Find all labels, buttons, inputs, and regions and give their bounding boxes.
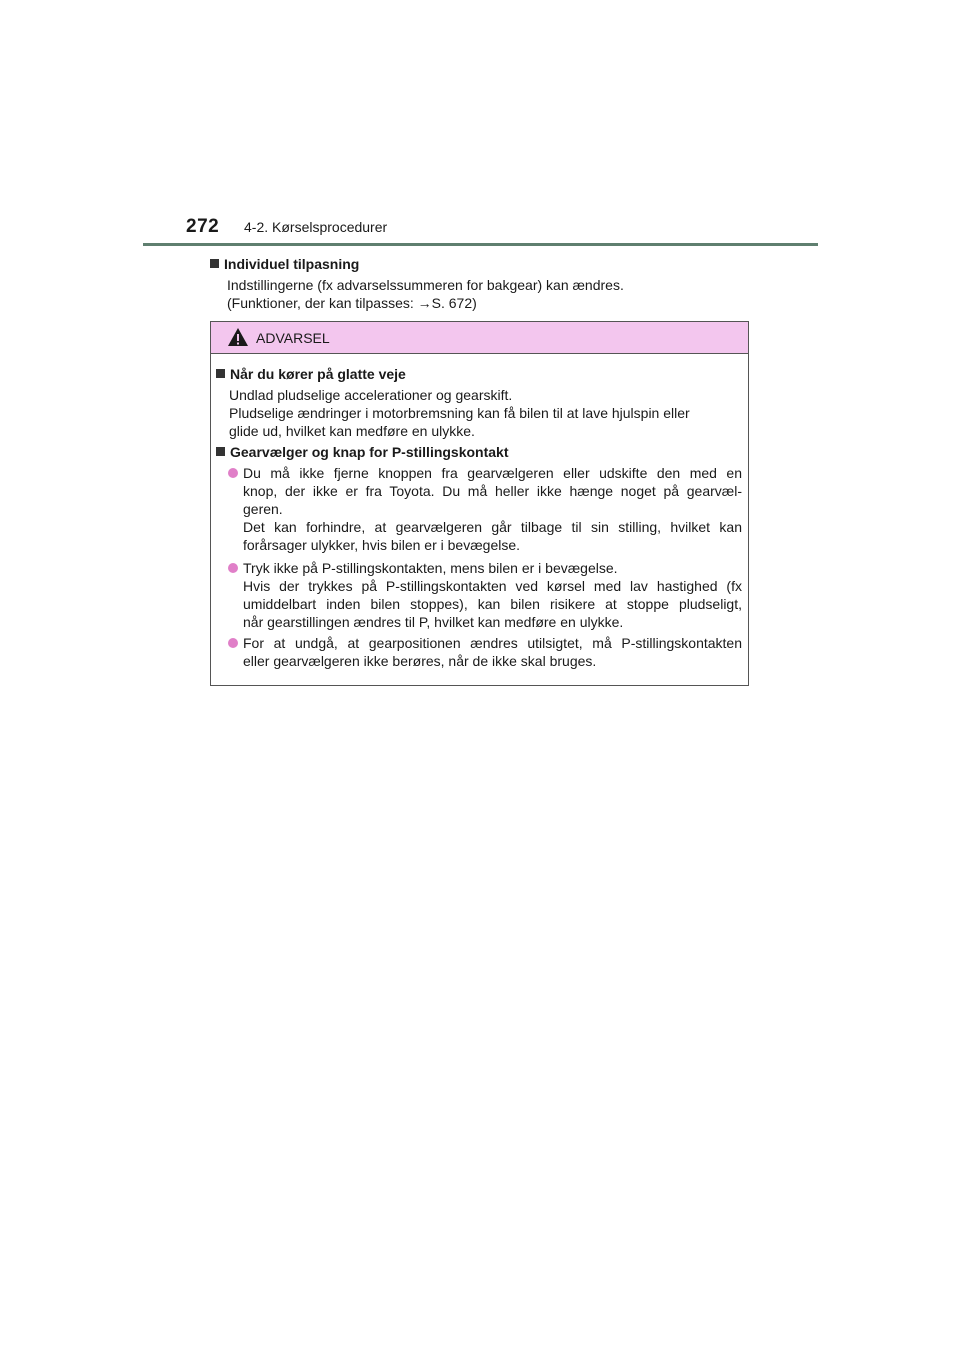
warning-section-heading: Gearvælger og knap for P-stillingskontakt [216, 444, 509, 460]
warning-line: Du må ikke fjerne knoppen fra gearvælgeren eller udskifte den med en [243, 465, 742, 481]
intro-line: Indstillingerne (fx advarselssummeren for bakgear) kan ændres. [227, 277, 624, 293]
square-bullet-icon [216, 447, 225, 456]
page-header [186, 216, 387, 238]
intro-heading: Individuel tilpasning [210, 256, 359, 272]
warning-line: umiddelbart inden bilen stoppes), kan bilen risikere at stoppe pludseligt, [243, 596, 742, 612]
header-rule [143, 243, 818, 246]
warning-label: ADVARSEL [256, 330, 330, 346]
bullet-dot-icon [228, 468, 238, 478]
warning-line: Undlad pludselige accelerationer og gearskift. [229, 387, 513, 403]
warning-line: eller gearvælgeren ikke berøres, når de ikke skal bruges. [243, 653, 597, 669]
bullet-dot-icon [228, 563, 238, 573]
warning-section-heading: Når du kører på glatte veje [216, 366, 406, 382]
warning-line: geren. [243, 501, 283, 517]
warning-line: Hvis der trykkes på P-stillingskontakten ved kørsel med lav hastighed (fx [243, 578, 742, 594]
intro-line: (Funktioner, der kan tilpasses: →S. 672) [227, 295, 477, 311]
square-bullet-icon [216, 369, 225, 378]
warning-header [211, 322, 748, 354]
warning-line: For at undgå, at gearpositionen ændres utilsigtet, må P-stillingskontakten [243, 635, 742, 651]
warning-line: Det kan forhindre, at gearvælgeren går tilbage til sin stilling, hvilket kan [243, 519, 742, 535]
warning-line: når gearstillingen ændres til P, hvilket kan medføre en ulykke. [243, 614, 624, 630]
warning-triangle-icon [227, 327, 249, 347]
square-bullet-icon [210, 259, 219, 268]
warning-line: forårsager ulykker, hvis bilen er i bevægelse. [243, 537, 521, 553]
warning-line: knop, der ikke er fra Toyota. Du må heller ikke hænge noget på gearvæl- [243, 483, 742, 499]
page-number: 272 [186, 216, 220, 237]
bullet-dot-icon [228, 638, 238, 648]
warning-line: glide ud, hvilket kan medføre en ulykke. [229, 423, 475, 439]
warning-line: Pludselige ændringer i motorbremsning kan få bilen til at lave hjulspin eller [229, 405, 690, 421]
warning-line: Tryk ikke på P-stillingskontakten, mens bilen er i bevægelse. [243, 560, 618, 576]
section-title: 4-2. Kørselsprocedurer [244, 219, 388, 235]
